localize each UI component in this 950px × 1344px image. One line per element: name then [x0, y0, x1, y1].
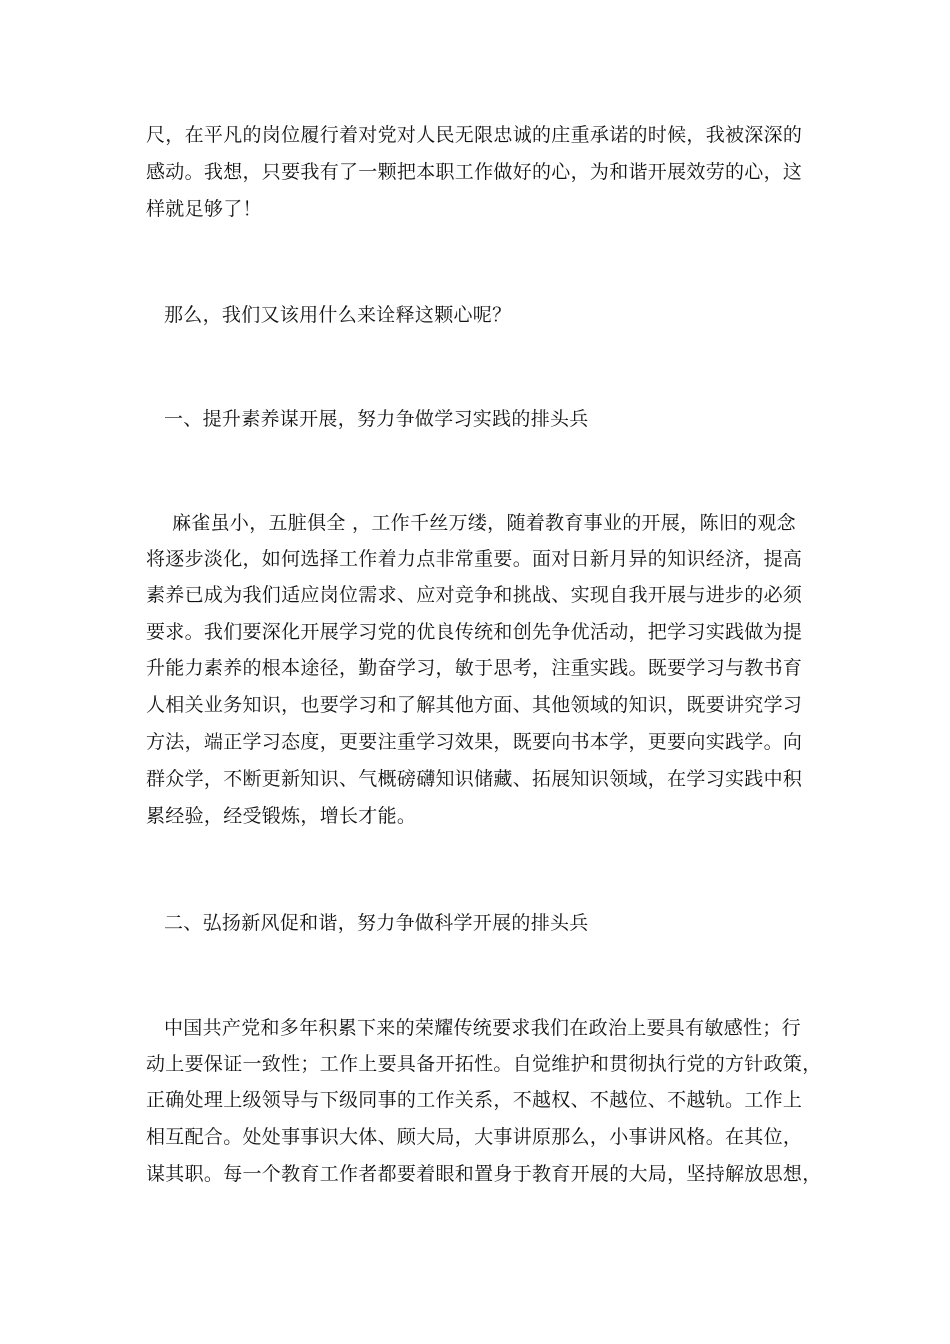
- paragraph-1-line-3: 样就足够了！: [146, 198, 262, 220]
- paragraph-1-line-1: 尺，在平凡的岗位履行着对党对人民无限忠诚的庄重承诺的时候，我被深深的: [146, 124, 803, 146]
- paragraph-2-line-9: 累经验，经受锻炼，增长才能。: [146, 805, 417, 827]
- paragraph-2-line-4: 要求。我们要深化开展学习党的优良传统和创先争优活动，把学习实践做为提: [146, 621, 803, 643]
- paragraph-2-line-7: 方法，端正学习态度，更要注重学习效果，既要向书本学，更要向实践学。向: [146, 731, 803, 753]
- paragraph-1-line-2: 感动。我想，只要我有了一颗把本职工作做好的心，为和谐开展效劳的心，这: [146, 161, 803, 183]
- paragraph-2-line-5: 升能力素养的根本途径，勤奋学习，敏于思考，注重实践。既要学习与教书育: [146, 657, 803, 679]
- paragraph-3-line-1: 中国共产党和多年积累下来的荣耀传统要求我们在政治上要具有敏感性；行: [164, 1017, 801, 1039]
- paragraph-2-line-6: 人相关业务知识，也要学习和了解其他方面、其他领域的知识，既要讲究学习: [146, 694, 803, 716]
- paragraph-3-line-4: 相互配合。处处事事识大体、顾大局，大事讲原那么，小事讲风格。在其位，: [146, 1126, 803, 1148]
- section-heading-1: 一、提升素养谋开展，努力争做学习实践的排头兵: [164, 408, 589, 430]
- paragraph-3-line-5: 谋其职。每一个教育工作者都要着眼和置身于教育开展的大局，坚持解放思想，: [146, 1163, 822, 1185]
- paragraph-2-line-1: 麻雀虽小，五脏俱全 ，工作千丝万缕，随着教育事业的开展，陈旧的观念: [172, 512, 796, 534]
- paragraph-2-line-8: 群众学，不断更新知识、气概磅礴知识储藏、拓展知识领域，在学习实践中积: [146, 768, 803, 790]
- question-line: 那么，我们又该用什么来诠释这颗心呢？: [164, 304, 512, 326]
- paragraph-3-line-3: 正确处理上级领导与下级同事的工作关系，不越权、不越位、不越轨。工作上: [146, 1089, 803, 1111]
- paragraph-2-line-3: 素养已成为我们适应岗位需求、应对竞争和挑战、实现自我开展与进步的必须: [146, 584, 803, 606]
- paragraph-3-line-2: 动上要保证一致性；工作上要具备开拓性。自觉维护和贯彻执行党的方针政策，: [146, 1053, 822, 1075]
- paragraph-2-line-2: 将逐步淡化，如何选择工作着力点非常重要。面对日新月异的知识经济，提高: [146, 548, 803, 570]
- section-heading-2: 二、弘扬新风促和谐，努力争做科学开展的排头兵: [164, 912, 589, 934]
